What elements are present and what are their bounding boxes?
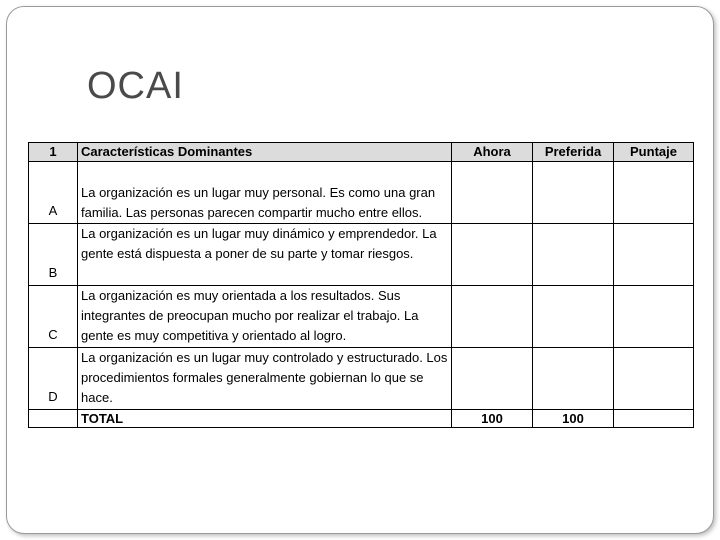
total-label: TOTAL [78, 410, 452, 428]
row-now-cell[interactable] [452, 348, 533, 410]
slide-title: OCAI [87, 65, 184, 107]
row-preferred-cell[interactable] [533, 224, 614, 286]
row-description: La organización es un lugar muy dinámico y emprendedor. La gente está dispuesta a poner de su parte y tomar riesgos. [78, 224, 452, 286]
row-description: La organización es un lugar muy personal. Es como una gran familia. Las personas parecen compartir mucho entre ellos. [78, 162, 452, 224]
row-score-cell[interactable] [614, 162, 694, 224]
total-row [29, 410, 694, 428]
row-preferred-cell[interactable] [533, 348, 614, 410]
row-description: La organización es un lugar muy controlado y estructurado. Los procedimientos formales generalmente gobiernan lo que se hace. [78, 348, 452, 410]
header-number: 1 [29, 143, 78, 162]
row-preferred-cell[interactable] [533, 162, 614, 224]
row-now-cell[interactable] [452, 286, 533, 348]
header-score: Puntaje [614, 143, 694, 162]
row-letter: D [29, 348, 78, 410]
table-row [29, 348, 694, 410]
row-description: La organización es muy orientada a los resultados. Sus integrantes de preocupan mucho por realizar el trabajo. La gente es muy competitiva y orientado al logro. [78, 286, 452, 348]
header-preferred: Preferida [533, 143, 614, 162]
header-now: Ahora [452, 143, 533, 162]
row-preferred-cell[interactable] [533, 286, 614, 348]
row-score-cell[interactable] [614, 348, 694, 410]
table-header-row [29, 143, 694, 162]
header-characteristics: Características Dominantes [78, 143, 452, 162]
row-letter: A [29, 162, 78, 224]
ocai-table [28, 142, 694, 428]
row-score-cell[interactable] [614, 224, 694, 286]
row-now-cell[interactable] [452, 224, 533, 286]
table-row [29, 162, 694, 224]
total-now: 100 [452, 410, 533, 428]
total-preferred: 100 [533, 410, 614, 428]
row-letter: C [29, 286, 78, 348]
row-score-cell[interactable] [614, 286, 694, 348]
table-row [29, 224, 694, 286]
total-score [614, 410, 694, 428]
total-empty-cell [29, 410, 78, 428]
row-letter: B [29, 224, 78, 286]
row-now-cell[interactable] [452, 162, 533, 224]
slide [6, 6, 714, 534]
table-row [29, 286, 694, 348]
